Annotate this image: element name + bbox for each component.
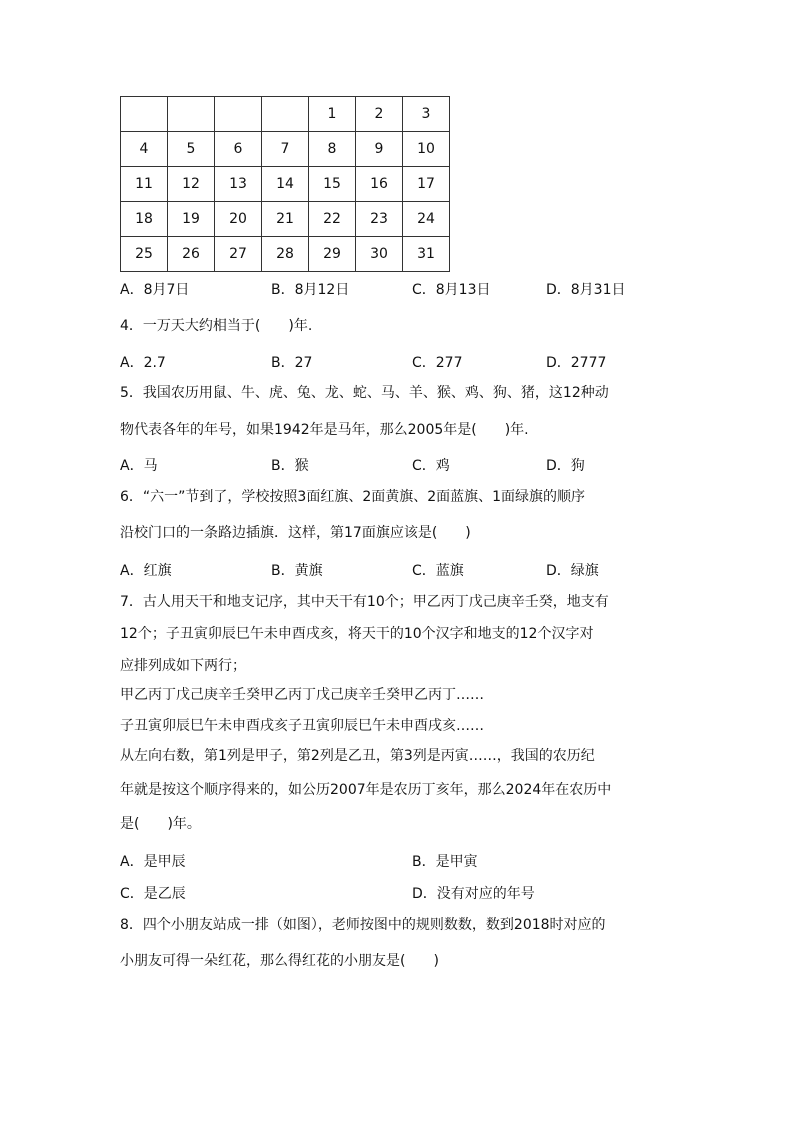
q3-option-b: B．8月12日: [271, 282, 350, 298]
q4-option-c: C．277: [412, 355, 463, 371]
calendar-cell: 2: [356, 97, 403, 132]
table-row: [121, 97, 450, 132]
q7-line-1: 7．古人用天干和地支记序，其中天干有10个；甲乙丙丁戊己庚辛壬癸，地支有: [120, 594, 609, 610]
table-row: [121, 167, 450, 202]
calendar-cell: 8: [309, 132, 356, 167]
calendar-cell: [262, 97, 309, 132]
q8-line-1: 8．四个小朋友站成一排（如图），老师按图中的规则数数，数到2018时对应的: [120, 917, 606, 933]
q5-option-a: A．马: [120, 458, 158, 474]
calendar-cell: 25: [121, 237, 168, 272]
calendar-cell: 30: [356, 237, 403, 272]
calendar-cell: 22: [309, 202, 356, 237]
q6-option-a: A．红旗: [120, 563, 172, 579]
q3-option-c: C．8月13日: [412, 282, 491, 298]
calendar-cell: 28: [262, 237, 309, 272]
q6-line-1: 6．“六一”节到了，学校按照3面红旗、2面黄旗、2面蓝旗、1面绿旗的顺序: [120, 489, 586, 505]
q5-line-1: 5．我国农历用鼠、牛、虎、兔、龙、蛇、马、羊、猴、鸡、狗、猪，这12种动: [120, 385, 609, 401]
calendar-cell: 20: [215, 202, 262, 237]
q4-option-b: B．27: [271, 355, 313, 371]
calendar-table: [120, 96, 450, 272]
q7-line-7: 年就是按这个顺序得来的，如公历2007年是农历丁亥年，那么2024年在农历中: [120, 782, 612, 798]
calendar-cell: 26: [168, 237, 215, 272]
q7-line-8: 是( )年。: [120, 816, 201, 832]
calendar-cell: 5: [168, 132, 215, 167]
calendar-cell: 3: [403, 97, 450, 132]
table-row: [121, 202, 450, 237]
q5-option-b: B．猴: [271, 458, 309, 474]
calendar-cell: 15: [309, 167, 356, 202]
q5-line-2: 物代表各年的年号，如果1942年是马年，那么2005年是( )年.: [120, 422, 529, 438]
q4-option-a: A．2.7: [120, 355, 166, 371]
calendar-cell: 12: [168, 167, 215, 202]
calendar-cell: 17: [403, 167, 450, 202]
q7-option-b: B．是甲寅: [412, 854, 478, 870]
q7-option-c: C．是乙辰: [120, 886, 186, 902]
q6-line-2: 沿校门口的一条路边插旗．这样，第17面旗应该是( ): [120, 525, 471, 541]
calendar-cell: 9: [356, 132, 403, 167]
table-row: [121, 237, 450, 272]
calendar-cell: 1: [309, 97, 356, 132]
q4-stem: 4．一万天大约相当于( )年.: [120, 318, 313, 334]
calendar-cell: 6: [215, 132, 262, 167]
q4-option-d: D．2777: [546, 355, 607, 371]
q6-option-c: C．蓝旗: [412, 563, 464, 579]
q7-line-2: 12个；子丑寅卯辰巳午未申酉戌亥，将天干的10个汉字和地支的12个汉字对: [120, 626, 594, 642]
calendar-cell: 29: [309, 237, 356, 272]
calendar-cell: 21: [262, 202, 309, 237]
q7-line-6: 从左向右数，第1列是甲子，第2列是乙丑，第3列是丙寅……，我国的农历纪: [120, 748, 595, 764]
calendar-cell: 31: [403, 237, 450, 272]
calendar-cell: [168, 97, 215, 132]
q8-line-2: 小朋友可得一朵红花，那么得红花的小朋友是( ): [120, 953, 439, 969]
q6-option-b: B．黄旗: [271, 563, 323, 579]
q3-option-d: D．8月31日: [546, 282, 626, 298]
q7-heavenly-stems-row: 甲乙丙丁戊己庚辛壬癸甲乙丙丁戊己庚辛壬癸甲乙丙丁……: [120, 687, 484, 703]
calendar-cell: 16: [356, 167, 403, 202]
q6-option-d: D．绿旗: [546, 563, 599, 579]
q3-option-a: A．8月7日: [120, 282, 190, 298]
q7-option-a: A．是甲辰: [120, 854, 186, 870]
calendar-cell: 13: [215, 167, 262, 202]
calendar-cell: 18: [121, 202, 168, 237]
calendar-cell: 24: [403, 202, 450, 237]
calendar-cell: 14: [262, 167, 309, 202]
q7-option-d: D．没有对应的年号: [412, 886, 535, 902]
calendar-cell: 23: [356, 202, 403, 237]
q5-option-d: D．狗: [546, 458, 585, 474]
q5-option-c: C．鸡: [412, 458, 450, 474]
q7-line-3: 应排列成如下两行；: [120, 658, 246, 674]
q7-earthly-branches-row: 子丑寅卯辰巳午未申酉戌亥子丑寅卯辰巳午未申酉戌亥……: [120, 718, 484, 734]
calendar-cell: 4: [121, 132, 168, 167]
calendar-cell: 10: [403, 132, 450, 167]
table-row: [121, 132, 450, 167]
calendar-cell: [121, 97, 168, 132]
calendar-cell: 11: [121, 167, 168, 202]
calendar-cell: 27: [215, 237, 262, 272]
calendar-cell: 19: [168, 202, 215, 237]
calendar-cell: [215, 97, 262, 132]
calendar-cell: 7: [262, 132, 309, 167]
